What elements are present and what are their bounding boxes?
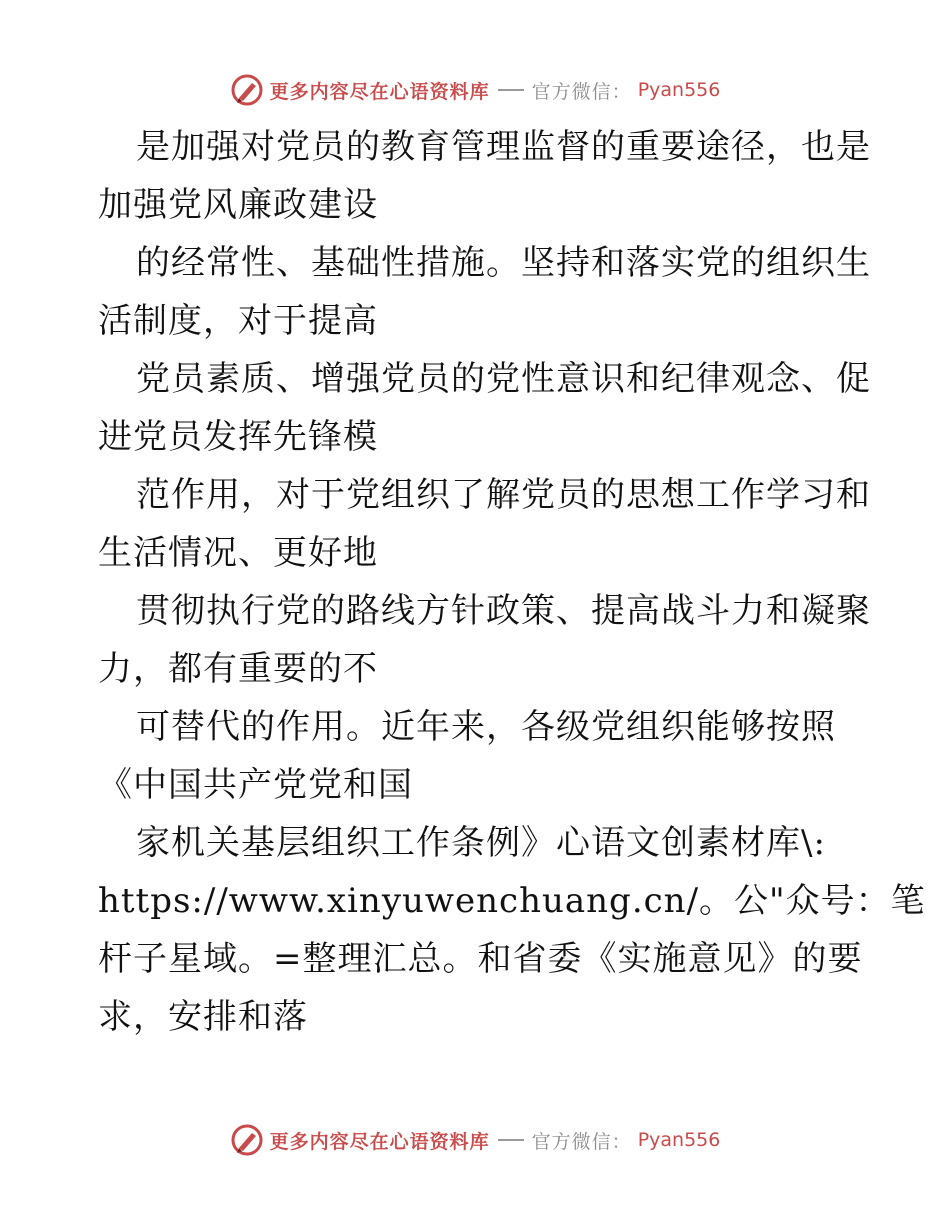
header-brand: 更多内容尽在心语资料库 — [269, 80, 490, 103]
body-line: 生活情况、更好地 — [98, 533, 378, 573]
body-line: 范作用，对于党组织了解党员的思想工作学习和 — [136, 475, 871, 515]
header-dash — [498, 89, 524, 91]
body-line: 求，安排和落 — [98, 997, 308, 1037]
footer-wechat-id: Pyan556 — [637, 1129, 721, 1151]
body-line: 力，都有重要的不 — [98, 649, 378, 689]
header-banner — [0, 70, 950, 110]
body-line: 活制度，对于提高 — [98, 301, 378, 341]
pen-circle-logo-icon — [230, 1123, 264, 1157]
footer-dash — [498, 1139, 524, 1141]
body-line: 进党员发挥先锋模 — [98, 417, 378, 457]
body-line: https://www.xinyuwenchuang.cn/。公"众号：笔 — [98, 881, 926, 921]
header-wechat-id: Pyan556 — [637, 79, 721, 101]
body-line: 是加强对党员的教育管理监督的重要途径，也是 — [136, 127, 871, 167]
header-wechat-label: 官方微信： — [531, 80, 632, 103]
body-line: 杆子星域。=整理汇总。和省委《实施意见》的要 — [98, 939, 863, 979]
footer-wechat-label: 官方微信： — [531, 1130, 632, 1153]
body-line: 加强党风廉政建设 — [98, 185, 378, 225]
footer-banner — [0, 1120, 950, 1160]
footer-brand: 更多内容尽在心语资料库 — [269, 1130, 490, 1153]
body-line: 可替代的作用。近年来，各级党组织能够按照 — [136, 707, 836, 747]
body-line: 党员素质、增强党员的党性意识和纪律观念、促 — [136, 359, 871, 399]
document-body — [98, 118, 926, 1046]
pen-circle-logo-icon — [230, 73, 264, 107]
body-line: 的经常性、基础性措施。坚持和落实党的组织生 — [136, 243, 871, 283]
body-line: 贯彻执行党的路线方针政策、提高战斗力和凝聚 — [136, 591, 871, 631]
body-line: 家机关基层组织工作条例》心语文创素材库\: — [136, 823, 826, 863]
body-line: 《中国共产党党和国 — [98, 765, 413, 805]
